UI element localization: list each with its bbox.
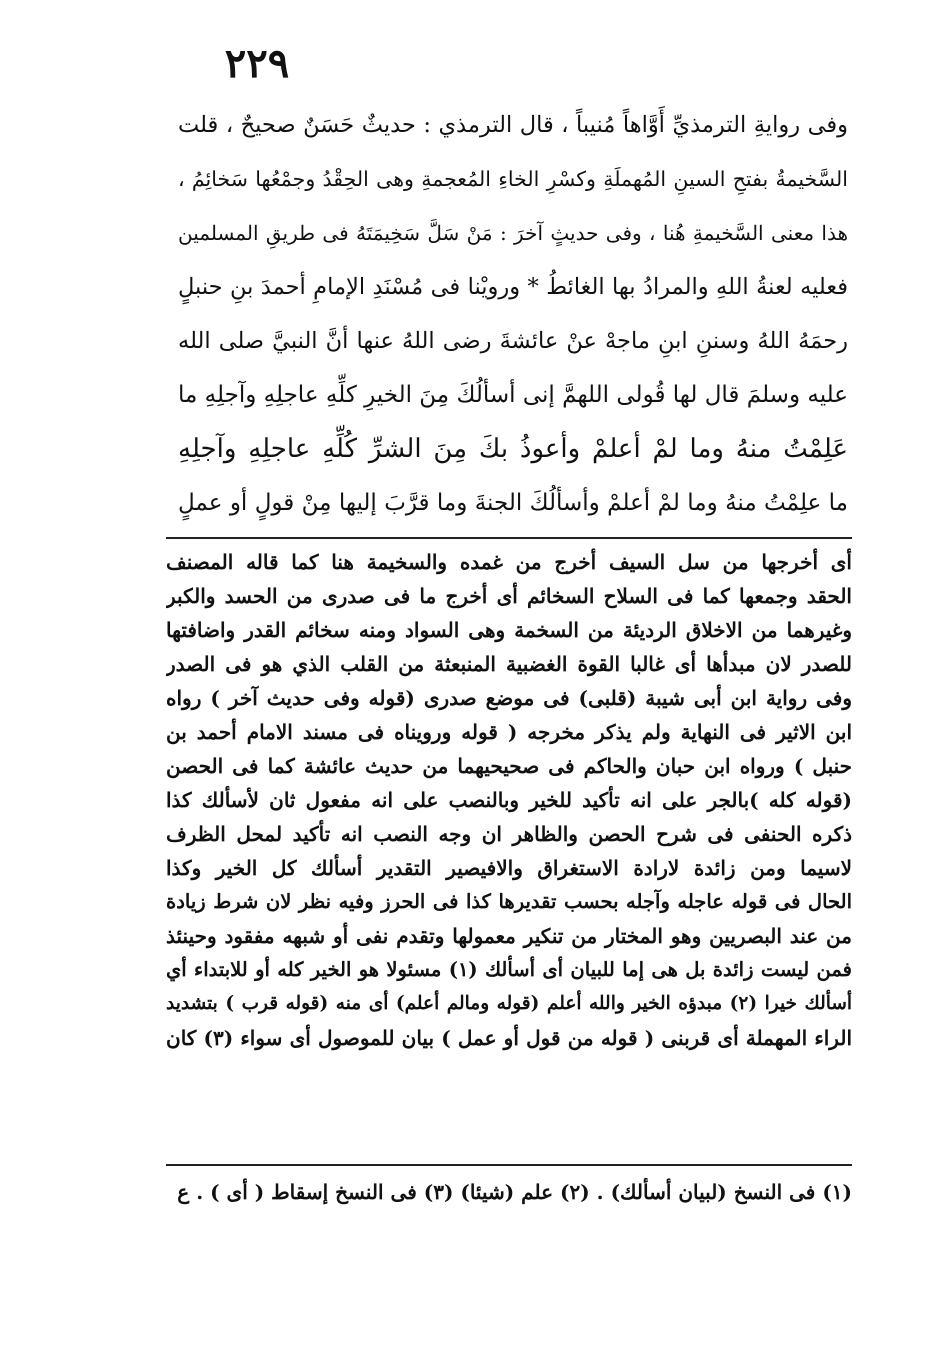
bottom-divider bbox=[166, 1164, 852, 1166]
main-text-block bbox=[178, 98, 848, 530]
footnote: (١) فى النسخ (لبيان أسألك) . (٢) علم (شيئا) (٣) فى النسخ إسقاط ( أى ) . ع bbox=[177, 1180, 852, 1204]
commentary-line: (قوله كله )بالجر على انه تأكيد للخير وبالنصب على انه مفعول ثان لأسألك كذا bbox=[166, 788, 852, 812]
page-number: ٢٢٩ bbox=[224, 40, 290, 87]
commentary-line: لاسيما ومن زائدة لارادة الاستغراق والافيصير التقدير أسألك كل الخير وكذا bbox=[166, 856, 852, 880]
main-text-line: رحمَهُ اللهُ وسننِ ابنِ ماجهْ عنْ عائشةَ رضى اللهُ عنها أنَّ النبيَّ صلى الله bbox=[178, 328, 848, 354]
commentary-line: وفى رواية ابن أبى شيبة (قلبى) فى موضع صدرى (قوله وفى حديث آخر ) رواه bbox=[166, 686, 852, 710]
commentary-line: حنبل ) ورواه ابن حبان والحاكم فى صحيحيهما من حديث عائشة كما فى الحصن bbox=[166, 754, 852, 778]
commentary-line: أى أخرجها من سل السيف أخرج من غمده والسخيمة هنا كما قاله المصنف bbox=[166, 550, 852, 574]
commentary-line: الحال فى قوله عاجله وآجله بحسب تقديرها كذا فى الحرز وفيه نظر لان شرط زيادة bbox=[166, 890, 852, 913]
commentary-line: وغيرهما من الاخلاق الرديئة من السخمة وهى السواد ومنه سخائم القدر واضافتها bbox=[166, 618, 852, 642]
main-text-line: ما علِمْتُ منهُ وما لمْ أعلمْ وأسألُكَ الجنةَ وما قرَّبَ إليها مِنْ قولٍ أو عملٍ bbox=[178, 490, 848, 516]
commentary-line: الراء المهملة أى قربنى ( قوله من قول أو عمل ) بيان للموصول أى سواء (٣) كان bbox=[166, 1026, 852, 1050]
main-text-line: عليه وسلمَ قال لها قُولى اللهمَّ إنى أسألُكَ مِنَ الخيرِ كلِّهِ عاجلِهِ وآجلِهِ ما bbox=[178, 382, 848, 408]
commentary-line: الحقد وجمعها كما فى السلاح السخائم أى أخرج ما فى صدرى من الحسد والكبر bbox=[166, 584, 852, 608]
commentary-line: للصدر لان مبدأها أى غالبا القوة الغضبية المنبعثة من القلب الذي هو فى الصدر bbox=[166, 652, 852, 676]
main-text-line: السَّخيمةُ بفتحِ السينِ المُهملَةِ وكسْرِ الخاءِ المُعجمةِ وهى الحِقْدُ وجمْعُها سَخائِمُ ، bbox=[178, 167, 848, 191]
main-text-line: وفى روايةِ الترمذيِّ أَوَّاهاً مُنيباً ، قال الترمذي : حديثٌ حَسَنٌ صحيحٌ ، قلت bbox=[178, 112, 848, 138]
commentary-line: فمن ليست زائدة بل هى إما للبيان أى أسألك (١) مسئولا هو الخير كله أو للابتداء أي bbox=[166, 958, 852, 981]
main-text-line: عَلِمْتُ منهُ وما لمْ أعلمْ وأعوذُ بكَ مِنَ الشرِّ كُلِّهِ عاجلِهِ وآجلِهِ bbox=[178, 434, 848, 464]
commentary-line: ذكره الحنفى فى شرح الحصن والظاهر ان وجه النصب انه تأكيد لمحل الظرف bbox=[166, 822, 852, 846]
commentary-line: أسألك خيرا (٢) مبدؤه الخير والله أعلم (قوله ومالم أعلم) أى منه (قوله قرب ) بتشديد bbox=[166, 993, 852, 1014]
main-text-line: فعليه لعنةُ اللهِ والمرادُ بها الغائطُ * ورويْنا فى مُسْنَدِ الإمامِ أحمدَ بنِ حنبلٍ bbox=[178, 274, 848, 300]
commentary-block bbox=[166, 545, 852, 1055]
main-text-line: هذا معنى السَّخيمةِ هُنا ، وفى حديثٍ آخرَ : مَنْ سَلَّ سَخِيمَتَهُ فى طريقِ المسلمين bbox=[178, 221, 848, 245]
commentary-line: من عند البصريين وهو المختار من تنكير معمولها وتقدم نفى أو شبهه مفقود وحينئذ bbox=[166, 924, 852, 948]
commentary-line: ابن الاثير فى النهاية ولم يذكر مخرجه ( قوله ورويناه فى مسند الامام أحمد بن bbox=[166, 720, 852, 744]
top-divider bbox=[166, 537, 852, 539]
